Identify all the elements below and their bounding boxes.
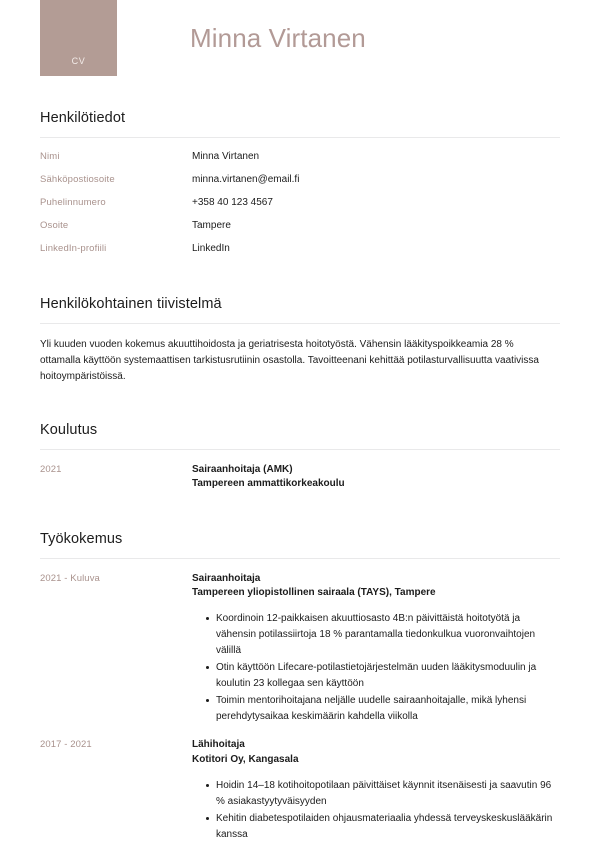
info-value: +358 40 123 4567 [192, 197, 273, 208]
section-divider [40, 137, 560, 138]
cv-header [0, 0, 600, 96]
summary-text: Yli kuuden vuoden kokemus akuuttihoidosta ja geriatrisesta hoitotyöstä. Vähensin lääkityspoikkeamia 28 % ottamalla käyttöön systemaattisen tarkistusrutiinin osastolla. Tavoitteenani kehittää potilasturvallisuutta vaativissa hoitoympäristöissä. [40, 339, 539, 383]
entry-title: Lähihoitaja [192, 739, 245, 751]
avatar [40, 0, 117, 76]
section-education [40, 408, 560, 491]
list-item: Kehitin diabetespotilaiden ohjausmateriaalia yhdessä terveyskeskuslääkärin kanssa [206, 811, 560, 843]
entry-title: Sairaanhoitaja [192, 572, 261, 584]
info-value-linkedin[interactable]: LinkedIn [192, 243, 230, 254]
section-title-education: Koulutus [40, 421, 98, 438]
info-row-email [40, 174, 560, 185]
entry-organization: Kotitori Oy, Kangasala [192, 753, 299, 765]
section-experience [40, 517, 560, 844]
section-summary [40, 282, 560, 386]
entry-bullet-list [192, 778, 560, 843]
list-item: Hoidin 14–18 kotihoitopotilaan päivittäiset käynnit itsenäisesti ja saavutin 96 % asiakastyytyväisyyden [206, 778, 560, 810]
section-personal-info [40, 96, 560, 254]
entry-body [192, 738, 560, 843]
entry-date: 2021 - Kuluva [40, 572, 100, 584]
education-entry [40, 463, 560, 491]
experience-entry [40, 738, 560, 843]
section-title-experience: Työkokemus [40, 530, 123, 547]
section-divider [40, 558, 560, 559]
info-label: Sähköpostiosoite [40, 174, 115, 185]
list-item: Toimin mentorihoitajana neljälle uudelle sairaanhoitajalle, mikä lyhensi perehdytysaikaa keskimäärin kahdella viikolla [206, 693, 560, 725]
entry-title: Sairaanhoitaja (AMK) [192, 463, 293, 475]
info-row-linkedin [40, 243, 560, 254]
info-value[interactable]: minna.virtanen@email.fi [192, 174, 300, 185]
experience-entry [40, 572, 560, 726]
section-title-summary: Henkilökohtainen tiivistelmä [40, 296, 222, 312]
info-row-phone [40, 197, 560, 208]
info-value: Tampere [192, 220, 231, 231]
info-label: LinkedIn-profiili [40, 243, 107, 254]
section-divider [40, 449, 560, 450]
avatar-label: CV [71, 56, 86, 66]
info-label: Osoite [40, 220, 69, 231]
info-row-address [40, 220, 560, 231]
entry-bullet-list [192, 611, 560, 725]
section-divider [40, 323, 560, 324]
entry-organization: Tampereen yliopistollinen sairaala (TAYS), Tampere [192, 587, 436, 599]
info-label: Nimi [40, 151, 60, 162]
info-label: Puhelinnumero [40, 197, 106, 208]
info-value: Minna Virtanen [192, 151, 260, 162]
section-title-personal-info: Henkilötiedot [40, 110, 126, 126]
entry-body [192, 572, 560, 726]
list-item: Otin käyttöön Lifecare-potilastietojärjestelmän uuden lääkitysmoduulin ja koulutin 23 kollegaa sen käyttöön [206, 660, 560, 692]
entry-date: 2021 [40, 463, 62, 475]
entry-organization: Tampereen ammattikorkeakoulu [192, 477, 345, 489]
name-container [117, 0, 600, 76]
info-row-nimi [40, 151, 560, 162]
page-title: Minna Virtanen [190, 23, 366, 53]
entry-date: 2017 - 2021 [40, 739, 92, 751]
list-item: Koordinoin 12-paikkaisen akuuttiosasto 4B:n päivittäistä hoitotyötä ja vähensin potilassiirtoja 18 % parantamalla tiedonkulkua vuoronvaihtojen välillä [206, 611, 560, 659]
entry-body [192, 463, 560, 491]
